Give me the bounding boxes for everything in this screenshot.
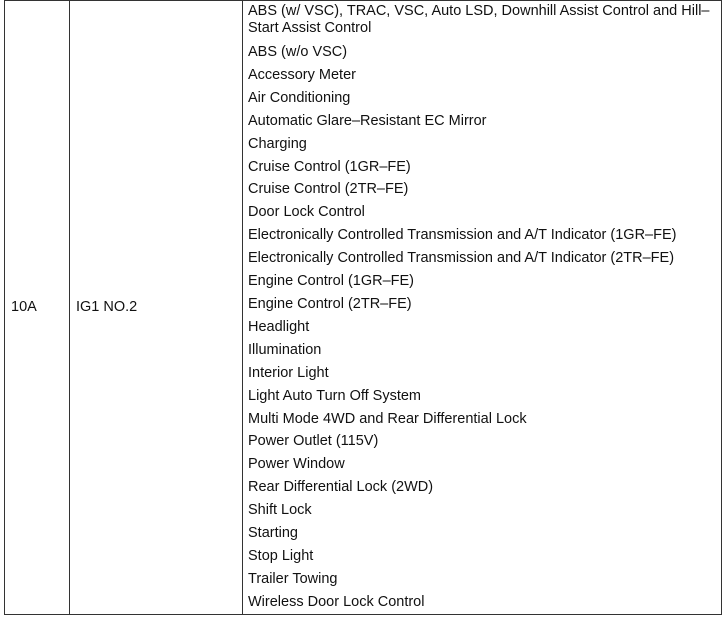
list-item: Interior Light	[248, 364, 329, 381]
list-item: Headlight	[248, 318, 310, 335]
list-item: Stop Light	[248, 547, 314, 564]
circuit-list-cell	[243, 1, 722, 615]
list-item: Engine Control (2TR–FE)	[248, 295, 412, 312]
list-item: Electronically Controlled Transmission and A/T Indicator (2TR–FE)	[248, 250, 675, 267]
list-item: Starting	[248, 525, 298, 542]
fuse-amperage: 10A	[5, 1, 70, 615]
list-item: ABS (w/o VSC)	[248, 44, 348, 60]
list-item: Multi Mode 4WD and Rear Differential Lock	[248, 410, 527, 427]
list-item: Air Conditioning	[248, 89, 351, 106]
fuse-table	[4, 0, 722, 615]
list-item: Shift Lock	[248, 502, 312, 519]
list-item: Door Lock Control	[248, 204, 365, 221]
circuit-list	[248, 3, 717, 614]
list-item: Engine Control (1GR–FE)	[248, 273, 415, 290]
list-item: Automatic Glare–Resistant EC Mirror	[248, 112, 487, 129]
list-item: Power Window	[248, 456, 345, 473]
list-item: Electronically Controlled Transmission and A/T Indicator (1GR–FE)	[248, 227, 677, 244]
list-item: ABS (w/ VSC), TRAC, VSC, Auto LSD, Downhill Assist Control and Hill–Start Assist Control	[248, 3, 710, 36]
list-item: Wireless Door Lock Control	[248, 593, 425, 610]
list-item: Light Auto Turn Off System	[248, 387, 422, 404]
list-item: Charging	[248, 135, 307, 152]
table-row	[5, 1, 722, 615]
list-item: Illumination	[248, 341, 322, 358]
list-item: Power Outlet (115V)	[248, 433, 379, 450]
list-item: Rear Differential Lock (2WD)	[248, 479, 434, 496]
list-item: Cruise Control (2TR–FE)	[248, 181, 409, 198]
list-item: Accessory Meter	[248, 66, 356, 83]
list-item: Cruise Control (1GR–FE)	[248, 158, 411, 175]
list-item: Trailer Towing	[248, 570, 338, 587]
fuse-name: IG1 NO.2	[70, 1, 243, 615]
